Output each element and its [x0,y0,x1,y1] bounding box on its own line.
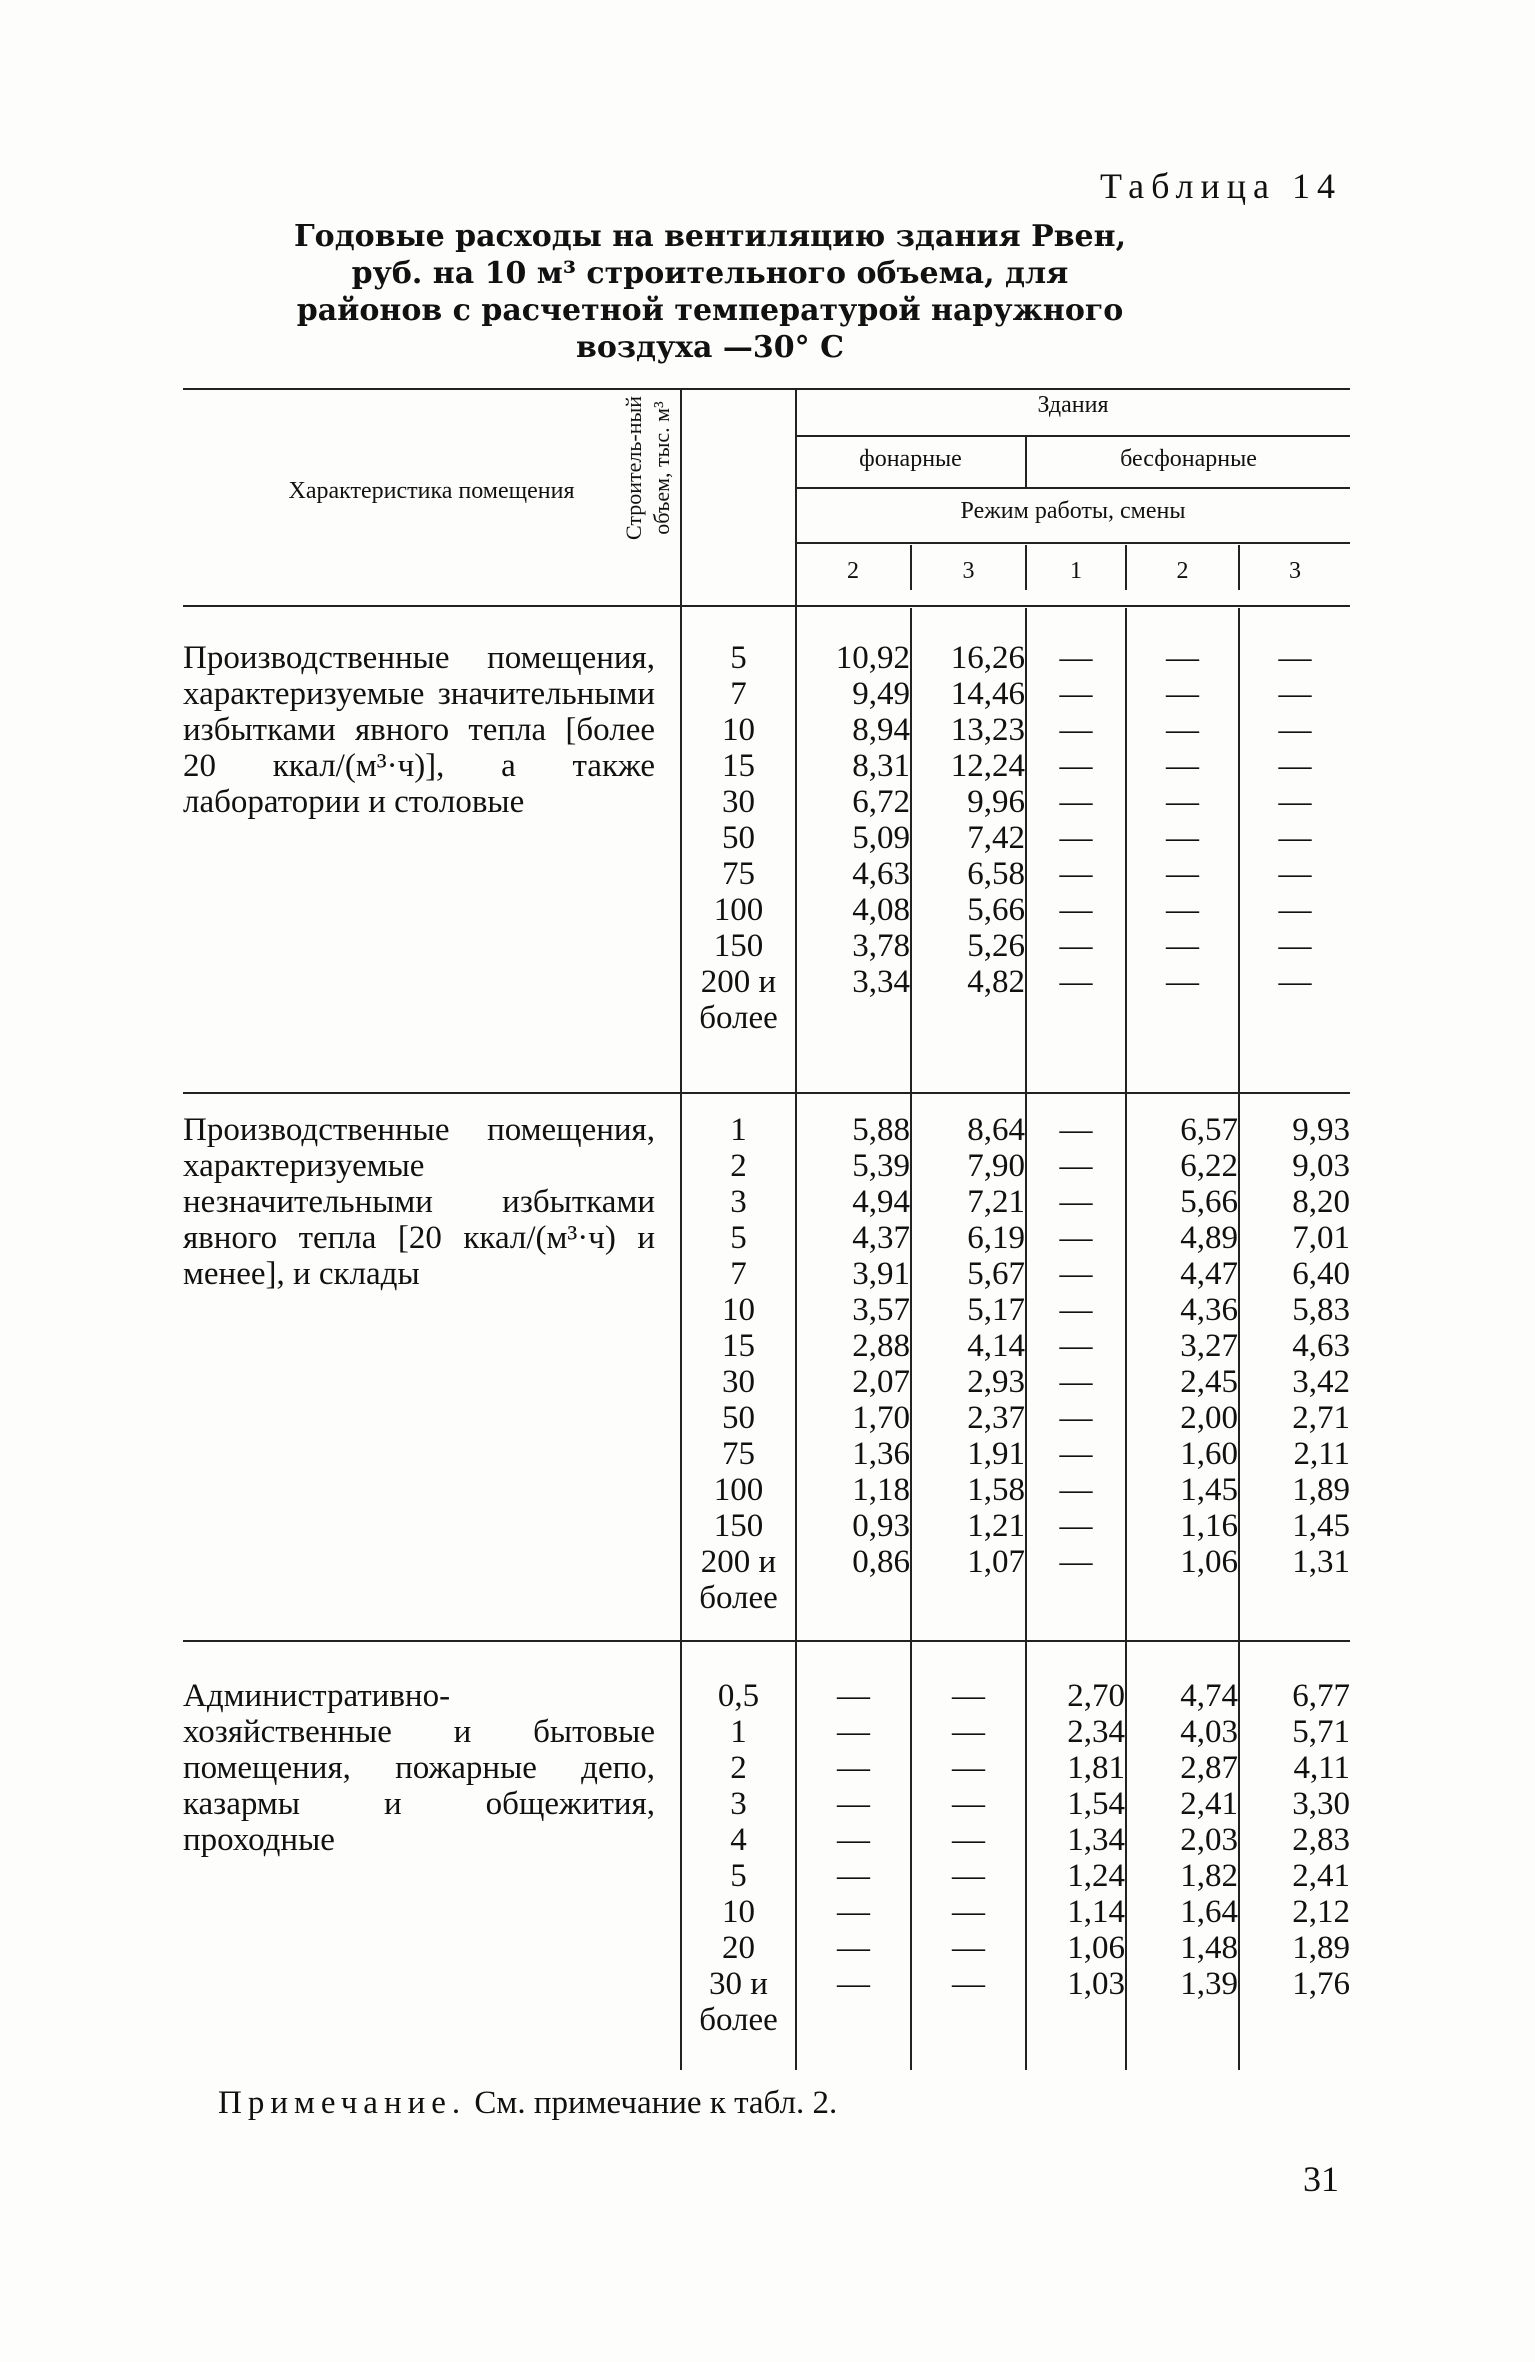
table-cell: более [699,1580,778,1616]
table-cell: 9,03 [1292,1148,1350,1184]
header-bottom-rule [183,605,1350,607]
table-cell: 3 [730,1184,747,1220]
table-cell: — [837,1678,870,1714]
table-cell: 5,39 [852,1148,910,1184]
table-cell: — [1166,676,1199,712]
table-cell: 6,40 [1292,1256,1350,1292]
table-cell: 150 [713,928,764,964]
table-cell: — [1278,964,1312,1000]
table-cell: 15 [722,748,755,784]
table-cell: 4,11 [1293,1750,1350,1786]
table-cell: — [837,1966,870,2002]
table-cell: 5,66 [967,892,1025,928]
table-cell: — [1166,964,1199,1000]
table-cell: 0,86 [852,1544,910,1580]
table-cell: 1,48 [1180,1930,1238,1966]
table-cell: 7 [730,1256,747,1292]
table-cell: 2,45 [1180,1364,1238,1400]
note-text: См. примечание к табл. 2. [474,2085,838,2121]
group-1-lanternless-2 [1127,640,1238,1000]
table-top-rule [183,388,1350,390]
header-buildings: Здания [1037,392,1109,418]
table-cell: 200 и [700,1544,777,1580]
group-2-description: Производственные помещения, характеризуемые незначительными избытками явного тепла [20 ккал/(м³·ч) и менее], и склады [183,1112,655,1292]
table-cell: 1,82 [1180,1858,1238,1894]
table-cell: 4,63 [1292,1328,1350,1364]
table-cell: 15 [722,1328,755,1364]
table-cell: 8,31 [852,748,910,784]
table-cell: 2 [730,1148,747,1184]
group-1-lanternless-3 [1240,640,1350,1000]
table-cell: 3,34 [852,964,910,1000]
table-cell: 150 [713,1508,764,1544]
table-note [218,2085,837,2122]
table-cell: — [1166,820,1199,856]
table-cell: — [952,1750,985,1786]
table-cell: 4,14 [967,1328,1025,1364]
group-separator-2 [183,1640,1350,1642]
table-cell: — [1059,1148,1093,1184]
table-cell: 9,93 [1292,1112,1350,1148]
table-cell: 13,23 [950,712,1025,748]
table-cell: 1,54 [1067,1786,1125,1822]
table-cell: — [1166,640,1199,676]
table-cell: 2,00 [1180,1400,1238,1436]
table-cell: 6,72 [852,784,910,820]
table-cell: — [1166,784,1199,820]
table-cell: 3,57 [852,1292,910,1328]
table-cell: 2,88 [852,1328,910,1364]
group-1-description: Производственные помещения, характеризуемые значительными избытками явного тепла [более 20 ккал/(м³·ч)], а также лаборатории и столовые [183,640,655,820]
table-cell: 4,63 [852,856,910,892]
table-cell: 3,27 [1180,1328,1238,1364]
table-cell: 6,57 [1180,1112,1238,1148]
table-cell: — [1059,1292,1093,1328]
table-cell: — [1059,1364,1093,1400]
table-cell: — [837,1858,870,1894]
table-cell: 50 [722,820,755,856]
table-cell: — [1059,892,1093,928]
header-shift: 3 [1289,558,1301,584]
table-cell: 7,42 [967,820,1025,856]
table-cell: 5 [730,1858,747,1894]
table-cell: 10 [722,1292,755,1328]
table-cell: 6,19 [967,1220,1025,1256]
table-cell: 5,09 [852,820,910,856]
table-cell: — [1059,1472,1093,1508]
table-cell: — [1059,676,1093,712]
table-cell: 10,92 [835,640,910,676]
header-shift: 2 [1176,558,1189,584]
header-shift: 2 [847,558,859,584]
table-cell: 1,24 [1067,1858,1125,1894]
table-cell: 14,46 [950,676,1025,712]
table-cell: 2,12 [1292,1894,1350,1930]
table-cell: 1 [730,1714,747,1750]
table-cell: 2 [730,1750,747,1786]
header-mode: Режим работы, смены [960,498,1186,524]
table-cell: 2,93 [967,1364,1025,1400]
table-cell: 2,41 [1180,1786,1238,1822]
table-cell: — [1278,748,1312,784]
table-cell: — [1059,820,1093,856]
table-cell: 3,30 [1292,1786,1350,1822]
note-label: Примечание. [218,2085,467,2121]
group-1-volumes [682,640,795,1036]
table-cell: 1 [730,1112,747,1148]
table-cell: — [1059,784,1093,820]
table-cell: 1,06 [1180,1544,1238,1580]
table-cell: 3,91 [852,1256,910,1292]
table-cell: 1,60 [1180,1436,1238,1472]
group-2-lanternless-1 [1027,1112,1125,1580]
table-cell: 1,70 [852,1400,910,1436]
table-cell: 2,03 [1180,1822,1238,1858]
table-cell: 2,87 [1180,1750,1238,1786]
table-cell: 4,47 [1180,1256,1238,1292]
table-cell: — [837,1750,870,1786]
table-cell: — [952,1966,985,2002]
table-cell: — [1059,856,1093,892]
table-cell: 2,83 [1292,1822,1350,1858]
group-3-lanternless-1 [1027,1678,1125,2002]
table-cell: 5 [730,1220,747,1256]
table-cell: 2,07 [852,1364,910,1400]
table-cell: 30 и [709,1966,768,2002]
table-cell: 6,22 [1180,1148,1238,1184]
table-cell: 1,07 [967,1544,1025,1580]
table-cell: — [1166,748,1199,784]
table-cell: 1,34 [1067,1822,1125,1858]
table-cell: 5,71 [1292,1714,1350,1750]
group-2-lanternless-2 [1127,1112,1238,1580]
table-cell: — [1059,1256,1093,1292]
group-separator-1 [183,1092,1350,1094]
table-cell: 5,66 [1180,1184,1238,1220]
table-cell: 1,91 [967,1436,1025,1472]
table-cell: — [952,1678,985,1714]
group-2-lantern-2 [797,1112,910,1580]
table-cell: — [952,1822,985,1858]
group-3-lanternless-2 [1127,1678,1238,2002]
table-cell: 1,45 [1180,1472,1238,1508]
table-cell: 4,74 [1180,1678,1238,1714]
table-cell: — [1278,856,1312,892]
table-cell: — [1166,892,1199,928]
table-cell: 1,31 [1292,1544,1350,1580]
table-cell: 50 [722,1400,755,1436]
table-cell: 7,90 [967,1148,1025,1184]
table-cell: — [837,1894,870,1930]
group-1-lanternless-1 [1027,640,1125,1000]
table-title: Годовые расходы на вентиляцию здания Pвен, руб. на 10 м³ строительного объема, для районов с расчетной температурой наружного воздуха —30° С [293,219,1127,365]
table-cell: 1,89 [1292,1472,1350,1508]
table-cell: 5,88 [852,1112,910,1148]
table-cell: более [699,2002,778,2038]
table-cell: 4 [730,1822,747,1858]
table-cell: 2,34 [1067,1714,1125,1750]
group-2-volumes [682,1112,795,1616]
group-3-volumes [682,1678,795,2038]
table-cell: 3,42 [1292,1364,1350,1400]
table-cell: 4,36 [1180,1292,1238,1328]
table-cell: 5,67 [967,1256,1025,1292]
table-cell: 4,82 [967,964,1025,1000]
table-cell: 20 [722,1930,755,1966]
table-cell: — [837,1714,870,1750]
table-cell: 2,70 [1067,1678,1125,1714]
table-cell: 100 [713,892,764,928]
group-3-description: Административно-хозяйственные и бытовые помещения, пожарные депо, казармы и общежития, проходные [183,1678,655,1858]
table-cell: — [1059,1220,1093,1256]
table-cell: — [837,1786,870,1822]
table-cell: 1,16 [1180,1508,1238,1544]
table-cell: 5 [730,640,747,676]
table-cell: 10 [722,712,755,748]
table-cell: — [952,1930,985,1966]
table-cell: 0,5 [717,1678,760,1714]
table-cell: 3,78 [852,928,910,964]
table-cell: — [1059,712,1093,748]
group-1-lantern-2 [797,640,910,1000]
table-cell: — [1278,640,1312,676]
table-cell: — [1166,856,1199,892]
table-cell: 10 [722,1894,755,1930]
table-cell: 30 [722,784,755,820]
table-cell: 1,39 [1180,1966,1238,2002]
table-cell: — [837,1822,870,1858]
table-cell: — [952,1714,985,1750]
table-cell: — [1278,928,1312,964]
table-cell: 4,89 [1180,1220,1238,1256]
table-cell: — [952,1858,985,1894]
header-shift: 1 [1070,558,1082,584]
table-cell: — [1278,712,1312,748]
type-rule [796,487,1350,489]
table-cell: 1,76 [1292,1966,1350,2002]
table-cell: — [1059,1544,1093,1580]
table-cell: 0,93 [852,1508,910,1544]
buildings-rule [796,435,1350,437]
table-cell: 4,03 [1180,1714,1238,1750]
table-label: Таблица 14 [1100,166,1342,206]
group-1-lantern-3 [912,640,1025,1000]
table-cell: 9,96 [967,784,1025,820]
table-cell: 1,45 [1292,1508,1350,1544]
table-cell: 1,89 [1292,1930,1350,1966]
table-cell: 12,24 [950,748,1025,784]
table-cell: — [1278,820,1312,856]
group-3-lantern-3 [912,1678,1025,2002]
table-cell: 1,06 [1067,1930,1125,1966]
table-cell: — [952,1894,985,1930]
header-lanternless: бесфонарные [1120,446,1257,472]
table-cell: 30 [722,1364,755,1400]
table-cell: 6,58 [967,856,1025,892]
table-cell: 200 и [700,964,777,1000]
table-cell: 75 [722,1436,755,1472]
table-cell: — [1059,1436,1093,1472]
table-cell: более [699,1000,778,1036]
table-cell: — [1278,892,1312,928]
header-lantern: фонарные [859,446,962,472]
table-cell: 8,94 [852,712,910,748]
table-cell: 5,26 [967,928,1025,964]
table-cell: — [1166,712,1199,748]
table-cell: — [1059,1184,1093,1220]
header-volume: Строитель-ный объем, тыс. м³ [621,395,674,541]
group-2-lantern-3 [912,1112,1025,1580]
table-cell: — [952,1786,985,1822]
table-cell: 6,77 [1292,1678,1350,1714]
table-cell: — [1059,640,1093,676]
table-cell: — [837,1930,870,1966]
table-cell: 7,01 [1292,1220,1350,1256]
table-cell: 9,49 [852,676,910,712]
table-cell: 8,20 [1292,1184,1350,1220]
table-cell: 2,41 [1292,1858,1350,1894]
table-cell: 16,26 [950,640,1025,676]
table-cell: 2,11 [1293,1436,1350,1472]
table-cell: — [1059,1400,1093,1436]
table-cell: 1,18 [852,1472,910,1508]
header-characteristic: Характеристика помещения [288,478,575,504]
table-cell: 1,21 [967,1508,1025,1544]
table-cell: 100 [713,1472,764,1508]
table-cell: 4,94 [852,1184,910,1220]
table-cell: 1,64 [1180,1894,1238,1930]
table-cell: — [1166,928,1199,964]
table-cell: 3 [730,1786,747,1822]
table-cell: 5,17 [967,1292,1025,1328]
table-cell: 1,58 [967,1472,1025,1508]
group-3-lanternless-3 [1240,1678,1350,2002]
table-cell: 1,81 [1067,1750,1125,1786]
table-cell: 1,14 [1067,1894,1125,1930]
mode-rule [796,542,1350,544]
table-cell: 5,83 [1292,1292,1350,1328]
table-cell: 7,21 [967,1184,1025,1220]
table-cell: 2,71 [1292,1400,1350,1436]
table-cell: — [1059,1112,1093,1148]
table-cell: 8,64 [967,1112,1025,1148]
header-shift: 3 [962,558,975,584]
table-cell: — [1059,964,1093,1000]
table-cell: — [1059,928,1093,964]
table-cell: — [1278,676,1312,712]
table-cell: 7 [730,676,747,712]
table-cell: — [1278,784,1312,820]
table-cell: — [1059,1328,1093,1364]
table-cell: — [1059,748,1093,784]
table-cell: 75 [722,856,755,892]
table-cell: 4,08 [852,892,910,928]
group-2-lanternless-3 [1240,1112,1350,1580]
page-number: 31 [1303,2159,1339,2199]
table-cell: 1,36 [852,1436,910,1472]
table-cell: — [1059,1508,1093,1544]
group-3-lantern-2 [797,1678,910,2002]
table-cell: 4,37 [852,1220,910,1256]
table-cell: 1,03 [1067,1966,1125,2002]
table-cell: 2,37 [967,1400,1025,1436]
